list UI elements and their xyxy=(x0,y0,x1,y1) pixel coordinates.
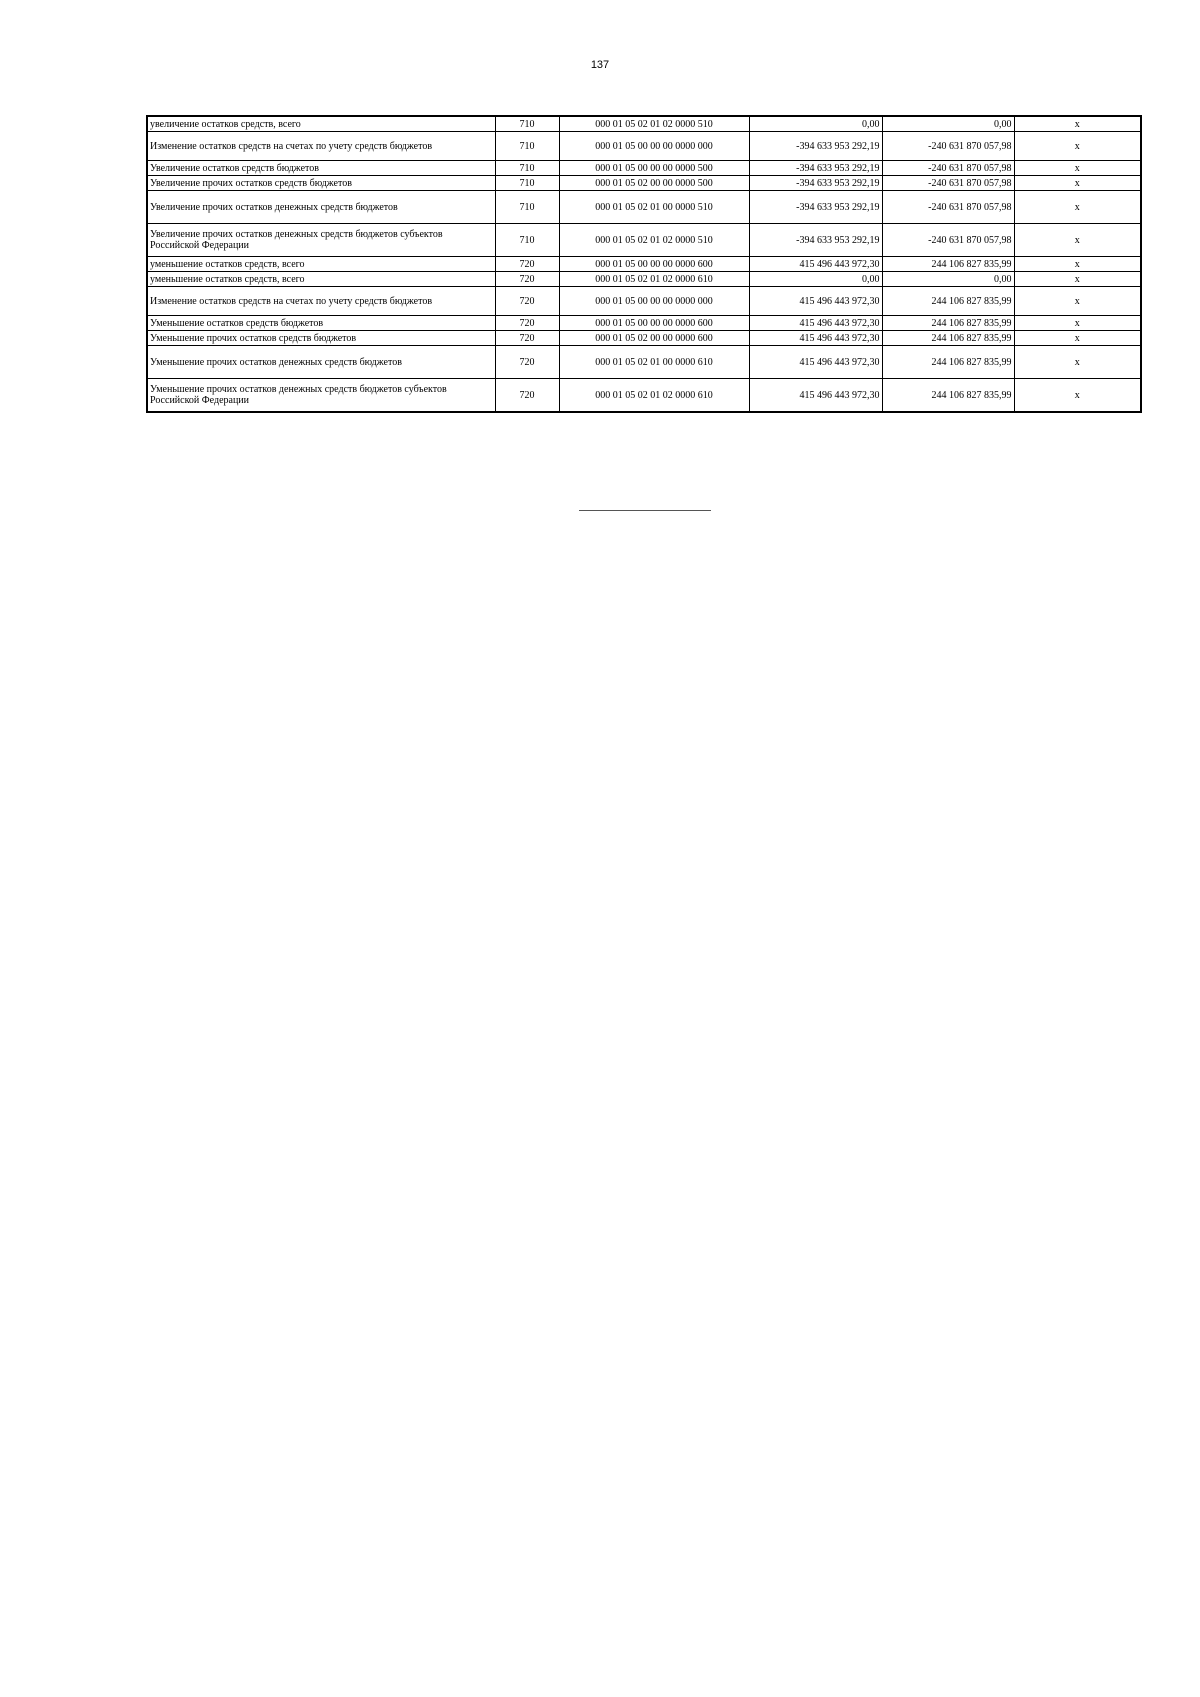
budget-code-cell: 000 01 05 02 00 00 0000 500 xyxy=(559,176,749,191)
line-code-cell: 720 xyxy=(495,379,559,413)
executed-amount-cell: -240 631 870 057,98 xyxy=(882,224,1014,257)
table-row xyxy=(147,132,1141,161)
unexecuted-cell: x xyxy=(1014,257,1141,272)
row-name-cell: Уменьшение прочих остатков средств бюджетов xyxy=(147,331,495,346)
line-code-cell: 710 xyxy=(495,224,559,257)
line-code-cell: 720 xyxy=(495,257,559,272)
row-name-cell: Увеличение прочих остатков денежных средств бюджетов xyxy=(147,191,495,224)
row-name-cell: Уменьшение прочих остатков денежных средств бюджетов xyxy=(147,346,495,379)
line-code-cell: 720 xyxy=(495,331,559,346)
unexecuted-cell: x xyxy=(1014,224,1141,257)
table-row xyxy=(147,331,1141,346)
row-name-cell: уменьшение остатков средств, всего xyxy=(147,257,495,272)
line-code-cell: 710 xyxy=(495,116,559,132)
row-name-cell: Уменьшение остатков средств бюджетов xyxy=(147,316,495,331)
line-code-cell: 720 xyxy=(495,272,559,287)
row-name-cell: уменьшение остатков средств, всего xyxy=(147,272,495,287)
table-row xyxy=(147,379,1141,413)
budget-code-cell: 000 01 05 00 00 00 0000 500 xyxy=(559,161,749,176)
approved-amount-cell: -394 633 953 292,19 xyxy=(749,132,882,161)
executed-amount-cell: 244 106 827 835,99 xyxy=(882,257,1014,272)
budget-code-cell: 000 01 05 02 01 02 0000 510 xyxy=(559,116,749,132)
executed-amount-cell: 244 106 827 835,99 xyxy=(882,346,1014,379)
row-name-cell: Увеличение прочих остатков средств бюджетов xyxy=(147,176,495,191)
budget-code-cell: 000 01 05 02 01 02 0000 610 xyxy=(559,379,749,413)
unexecuted-cell: x xyxy=(1014,191,1141,224)
table-row xyxy=(147,346,1141,379)
executed-amount-cell: 0,00 xyxy=(882,116,1014,132)
table-row xyxy=(147,161,1141,176)
executed-amount-cell: 244 106 827 835,99 xyxy=(882,316,1014,331)
executed-amount-cell: -240 631 870 057,98 xyxy=(882,191,1014,224)
approved-amount-cell: 415 496 443 972,30 xyxy=(749,257,882,272)
budget-code-cell: 000 01 05 00 00 00 0000 600 xyxy=(559,316,749,331)
row-name-cell: Изменение остатков средств на счетах по учету средств бюджетов xyxy=(147,287,495,316)
executed-amount-cell: 0,00 xyxy=(882,272,1014,287)
table-row xyxy=(147,176,1141,191)
page-number: 137 xyxy=(590,59,610,71)
approved-amount-cell: 415 496 443 972,30 xyxy=(749,331,882,346)
unexecuted-cell: x xyxy=(1014,132,1141,161)
table-row xyxy=(147,316,1141,331)
table-row xyxy=(147,287,1141,316)
budget-code-cell: 000 01 05 02 01 00 0000 510 xyxy=(559,191,749,224)
budget-code-cell: 000 01 05 00 00 00 0000 600 xyxy=(559,257,749,272)
table-body xyxy=(147,116,1141,412)
approved-amount-cell: 415 496 443 972,30 xyxy=(749,287,882,316)
approved-amount-cell: 0,00 xyxy=(749,272,882,287)
executed-amount-cell: 244 106 827 835,99 xyxy=(882,331,1014,346)
line-code-cell: 720 xyxy=(495,316,559,331)
line-code-cell: 720 xyxy=(495,346,559,379)
unexecuted-cell: x xyxy=(1014,116,1141,132)
line-code-cell: 710 xyxy=(495,161,559,176)
approved-amount-cell: -394 633 953 292,19 xyxy=(749,224,882,257)
table-row xyxy=(147,257,1141,272)
unexecuted-cell: x xyxy=(1014,161,1141,176)
budget-code-cell: 000 01 05 02 00 00 0000 600 xyxy=(559,331,749,346)
approved-amount-cell: -394 633 953 292,19 xyxy=(749,176,882,191)
budget-code-cell: 000 01 05 02 01 00 0000 610 xyxy=(559,346,749,379)
unexecuted-cell: x xyxy=(1014,346,1141,379)
approved-amount-cell: -394 633 953 292,19 xyxy=(749,161,882,176)
approved-amount-cell: -394 633 953 292,19 xyxy=(749,191,882,224)
line-code-cell: 710 xyxy=(495,176,559,191)
row-name-cell: Уменьшение прочих остатков денежных средств бюджетов субъектов Российской Федерации xyxy=(147,379,495,413)
executed-amount-cell: -240 631 870 057,98 xyxy=(882,132,1014,161)
budget-code-cell: 000 01 05 00 00 00 0000 000 xyxy=(559,287,749,316)
unexecuted-cell: x xyxy=(1014,331,1141,346)
end-of-document-rule xyxy=(579,510,711,511)
table-row xyxy=(147,272,1141,287)
executed-amount-cell: -240 631 870 057,98 xyxy=(882,176,1014,191)
line-code-cell: 720 xyxy=(495,287,559,316)
table-row xyxy=(147,116,1141,132)
budget-code-cell: 000 01 05 02 01 02 0000 510 xyxy=(559,224,749,257)
budget-code-cell: 000 01 05 00 00 00 0000 000 xyxy=(559,132,749,161)
approved-amount-cell: 0,00 xyxy=(749,116,882,132)
unexecuted-cell: x xyxy=(1014,379,1141,413)
table-row xyxy=(147,191,1141,224)
budget-balances-table xyxy=(146,115,1142,413)
approved-amount-cell: 415 496 443 972,30 xyxy=(749,346,882,379)
unexecuted-cell: x xyxy=(1014,316,1141,331)
approved-amount-cell: 415 496 443 972,30 xyxy=(749,316,882,331)
executed-amount-cell: 244 106 827 835,99 xyxy=(882,287,1014,316)
executed-amount-cell: -240 631 870 057,98 xyxy=(882,161,1014,176)
row-name-cell: Увеличение остатков средств бюджетов xyxy=(147,161,495,176)
unexecuted-cell: x xyxy=(1014,176,1141,191)
row-name-cell: увеличение остатков средств, всего xyxy=(147,116,495,132)
row-name-cell: Увеличение прочих остатков денежных средств бюджетов субъектов Российской Федерации xyxy=(147,224,495,257)
budget-code-cell: 000 01 05 02 01 02 0000 610 xyxy=(559,272,749,287)
line-code-cell: 710 xyxy=(495,191,559,224)
line-code-cell: 710 xyxy=(495,132,559,161)
unexecuted-cell: x xyxy=(1014,272,1141,287)
row-name-cell: Изменение остатков средств на счетах по учету средств бюджетов xyxy=(147,132,495,161)
table-row xyxy=(147,224,1141,257)
approved-amount-cell: 415 496 443 972,30 xyxy=(749,379,882,413)
executed-amount-cell: 244 106 827 835,99 xyxy=(882,379,1014,413)
unexecuted-cell: x xyxy=(1014,287,1141,316)
